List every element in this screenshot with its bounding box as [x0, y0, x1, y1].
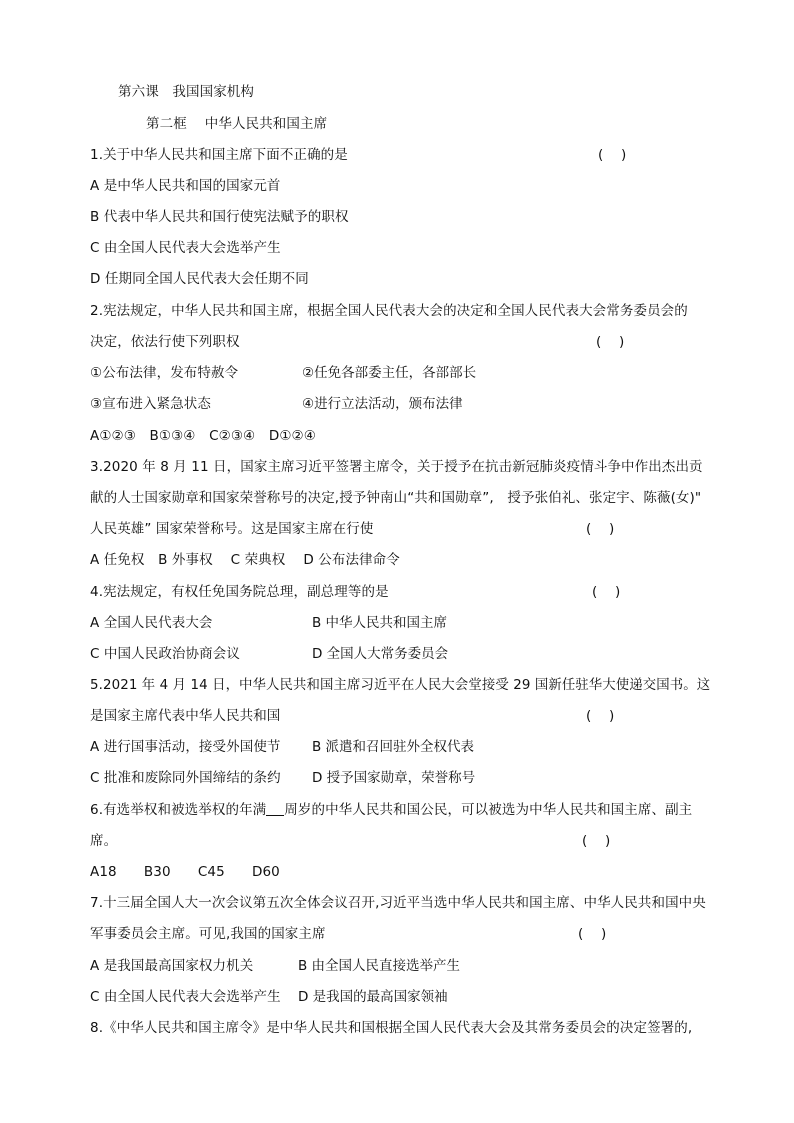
- q4-stem: 4.宪法规定，有权任免国务院总理，副总理等的是: [90, 584, 389, 600]
- q5-option-d: D 授予国家勋章，荣誉称号: [312, 770, 476, 786]
- q7-option-a: A 是我国最高国家权力机关: [90, 958, 254, 974]
- q6-choices: A18 B30 C45 D60: [90, 864, 280, 880]
- q5-option-c: C 批准和废除同外国缔结的条约: [90, 770, 281, 786]
- q6-fill-blank: [266, 801, 284, 816]
- q7-option-b: B 由全国人民直接选举产生: [298, 958, 461, 974]
- q1-option-b: B 代表中华人民共和国行使宪法赋予的职权: [90, 209, 349, 225]
- q4-answer-paren: ( ): [592, 584, 621, 600]
- q2-choices: A①②③ B①③④ C②③④ D①②④: [90, 428, 316, 444]
- q2-item-2: ②任免各部委主任，各部部长: [302, 365, 477, 381]
- q1-answer-paren: ( ): [598, 147, 627, 163]
- q5-stem-line1: 5.2021 年 4 月 14 日，中华人民共和国主席习近平在人民大会堂接受 29 国新任驻华大使递交国书。这: [90, 677, 711, 693]
- q2-item-3: ③宣布进入紧急状态: [90, 396, 212, 412]
- q5-answer-paren: ( ): [586, 708, 615, 724]
- q1-option-d: D 任期同全国人民代表大会任期不同: [90, 271, 309, 287]
- q8-stem-line1: 8.《中华人民共和国主席令》是中华人民共和国根据全国人民代表大会及其常务委员会的决定签署的,: [90, 1020, 693, 1036]
- q7-option-c: C 由全国人民代表大会选举产生: [90, 989, 281, 1005]
- q3-stem-line3: 人民英雄” 国家荣誉称号。这是国家主席在行使: [90, 521, 374, 537]
- q1-stem: 1.关于中华人民共和国主席下面不正确的是: [90, 147, 348, 163]
- q3-answer-paren: ( ): [586, 521, 615, 537]
- q5-stem-line2: 是国家主席代表中华人民共和国: [90, 708, 281, 724]
- q6-stem-line1: [90, 800, 692, 820]
- q6-stem-part1: 6.有选举权和被选举权的年满: [90, 802, 267, 818]
- q5-option-b: B 派遣和召回驻外全权代表: [312, 739, 475, 755]
- q4-option-b: B 中华人民共和国主席: [312, 615, 448, 631]
- q3-stem-line2: 献的人士国家勋章和国家荣誉称号的决定,授予钟南山“共和国勋章”, 授予张伯礼、张定宇、陈薇(女)": [90, 490, 702, 506]
- q6-answer-paren: ( ): [582, 833, 611, 849]
- q4-option-a: A 全国人民代表大会: [90, 615, 213, 631]
- q2-stem-line2: 决定，依法行使下列职权: [90, 334, 240, 350]
- q6-stem-part2: 周岁的中华人民共和国公民，可以被选为中华人民共和国主席、副主: [284, 802, 693, 818]
- q2-item-1: ①公布法律，发布特赦令: [90, 365, 239, 381]
- q3-choices: A 任免权 B 外事权 C 荣典权 D 公布法律命令: [90, 552, 400, 568]
- q3-stem-line1: 3.2020 年 8 月 11 日，国家主席习近平签署主席令，关于授予在抗击新冠肺炎疫情斗争中作出杰出贡: [90, 459, 703, 475]
- section-title: 第二框 中华人民共和国主席: [146, 116, 328, 132]
- q2-answer-paren: ( ): [596, 334, 625, 350]
- q7-answer-paren: ( ): [578, 926, 607, 942]
- q7-option-d: D 是我国的最高国家领袖: [298, 989, 448, 1005]
- q7-stem-line2: 军事委员会主席。可见,我国的国家主席: [90, 926, 326, 942]
- q2-item-4: ④进行立法活动，颁布法律: [302, 396, 463, 412]
- q1-option-a: A 是中华人民共和国的国家元首: [90, 178, 281, 194]
- lesson-title: 第六课 我国国家机构: [118, 84, 254, 100]
- q2-stem-line1: 2.宪法规定，中华人民共和国主席，根据全国人民代表大会的决定和全国人民代表大会常务委员会的: [90, 303, 688, 319]
- q5-option-a: A 进行国事活动，接受外国使节: [90, 739, 281, 755]
- q7-stem-line1: 7.十三届全国人大一次会议第五次全体会议召开,习近平当选中华人民共和国主席、中华人民共和国中央: [90, 895, 706, 911]
- q4-option-d: D 全国人大常务委员会: [312, 646, 449, 662]
- q6-stem-line2: 席。: [90, 833, 118, 849]
- q4-option-c: C 中国人民政治协商会议: [90, 646, 240, 662]
- q1-option-c: C 由全国人民代表大会选举产生: [90, 240, 281, 256]
